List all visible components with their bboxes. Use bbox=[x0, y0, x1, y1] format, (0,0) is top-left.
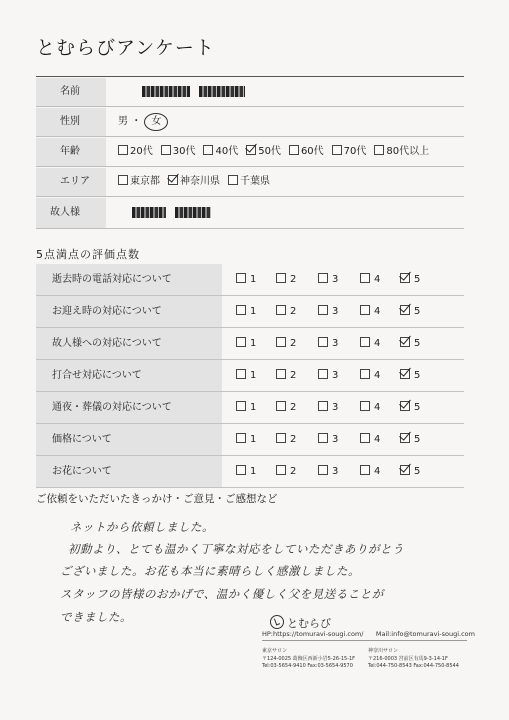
rating-option-label: 2 bbox=[290, 338, 297, 349]
area-option-label: 神奈川県 bbox=[180, 176, 220, 187]
footer-hp-link[interactable]: HP:https://tomuravi-sougi.com/ bbox=[262, 630, 364, 638]
age-label: 年齢 bbox=[36, 138, 106, 166]
kanagawa-salon-phone: Tel:044-750-8543 Fax:044-750-8544 bbox=[368, 663, 459, 669]
checkbox-icon[interactable] bbox=[236, 369, 246, 379]
rating-option[interactable] bbox=[236, 424, 256, 455]
rating-option-label: 2 bbox=[290, 370, 297, 381]
tokyo-salon-address: 〒124-0025 葛飾区西新小岩5-26-15-1F bbox=[262, 655, 356, 662]
rating-option-label: 3 bbox=[332, 306, 339, 317]
area-option[interactable] bbox=[118, 168, 160, 196]
age-option-label: 50代 bbox=[258, 146, 281, 157]
rating-label: 価格について bbox=[36, 424, 222, 455]
rating-option[interactable] bbox=[360, 264, 380, 295]
rating-option-label: 4 bbox=[374, 370, 381, 381]
rating-option[interactable] bbox=[318, 456, 338, 487]
comment-line-1: ネットから依頼しました。 bbox=[70, 520, 214, 534]
rating-option[interactable] bbox=[236, 392, 256, 423]
rating-option[interactable] bbox=[318, 264, 338, 295]
comments-question: ご依頼をいただいたきっかけ・ご意見・ご感想など bbox=[36, 493, 278, 505]
checkbox-icon[interactable] bbox=[400, 465, 410, 475]
checkbox-icon[interactable] bbox=[318, 433, 328, 443]
rating-option-label: 3 bbox=[332, 466, 339, 477]
checkbox-icon[interactable] bbox=[360, 369, 370, 379]
rating-option[interactable] bbox=[276, 328, 296, 359]
rating-label: 通夜・葬儀の対応について bbox=[36, 392, 222, 423]
deceased-redaction-1 bbox=[132, 207, 166, 218]
checkbox-icon[interactable] bbox=[400, 369, 410, 379]
checkbox-icon[interactable] bbox=[118, 175, 128, 185]
checkbox-icon[interactable] bbox=[276, 465, 286, 475]
area-option[interactable] bbox=[228, 168, 270, 196]
rating-row bbox=[36, 392, 464, 424]
checkbox-icon[interactable] bbox=[318, 337, 328, 347]
rating-option-label: 2 bbox=[290, 402, 297, 413]
checkbox-icon[interactable] bbox=[318, 465, 328, 475]
rating-option-label: 5 bbox=[414, 370, 421, 381]
gender-female-selected[interactable]: 女 bbox=[144, 113, 168, 131]
title-divider bbox=[36, 76, 464, 77]
rating-option[interactable] bbox=[318, 328, 338, 359]
logo-text: とむらび bbox=[287, 617, 331, 630]
age-option[interactable] bbox=[203, 138, 238, 166]
rating-row bbox=[36, 456, 464, 488]
ratings-section-title: 5点満点の評価点数 bbox=[36, 248, 140, 261]
gender-options bbox=[118, 108, 168, 136]
age-option-label: 70代 bbox=[343, 146, 367, 157]
gender-male[interactable]: 男 bbox=[118, 116, 128, 127]
rating-option-label: 1 bbox=[250, 306, 257, 317]
age-option-label: 30代 bbox=[172, 146, 196, 157]
rating-option-label: 1 bbox=[250, 370, 257, 381]
checkbox-icon[interactable] bbox=[236, 465, 246, 475]
rating-option[interactable] bbox=[318, 360, 338, 391]
gender-label: 性別 bbox=[36, 108, 106, 136]
rating-option[interactable] bbox=[236, 456, 256, 487]
rating-option-label: 1 bbox=[250, 434, 257, 445]
rating-label: 逝去時の電話対応について bbox=[36, 264, 222, 295]
rating-option[interactable] bbox=[360, 328, 380, 359]
rating-option-label: 3 bbox=[332, 402, 339, 413]
rating-option-label: 5 bbox=[414, 306, 421, 317]
checkbox-icon[interactable] bbox=[400, 305, 410, 315]
checkbox-icon[interactable] bbox=[400, 433, 410, 443]
rating-row bbox=[36, 424, 464, 456]
checkbox-icon[interactable] bbox=[360, 305, 370, 315]
gender-separator: ・ bbox=[131, 116, 142, 127]
rating-option[interactable] bbox=[236, 264, 256, 295]
name-value bbox=[142, 78, 251, 106]
footer-divider bbox=[262, 640, 467, 641]
age-option-label: 40代 bbox=[215, 146, 239, 157]
rating-option[interactable] bbox=[360, 456, 380, 487]
gender-row bbox=[36, 108, 464, 137]
rating-option[interactable] bbox=[236, 360, 256, 391]
tokyo-salon-title: 東京サロン bbox=[262, 648, 288, 654]
rating-option[interactable] bbox=[400, 328, 420, 359]
rating-option-label: 4 bbox=[374, 434, 381, 445]
checkbox-icon[interactable] bbox=[236, 305, 246, 315]
rating-option[interactable] bbox=[276, 296, 296, 327]
rating-row bbox=[36, 264, 464, 296]
rating-option-label: 3 bbox=[332, 434, 339, 445]
rating-row bbox=[36, 328, 464, 360]
rating-option[interactable] bbox=[318, 296, 338, 327]
checkbox-icon[interactable] bbox=[276, 273, 286, 283]
rating-label: お迎え時の対応について bbox=[36, 296, 222, 327]
rating-option[interactable] bbox=[400, 424, 420, 455]
rating-option[interactable] bbox=[276, 456, 296, 487]
rating-option[interactable] bbox=[276, 424, 296, 455]
checkbox-icon[interactable] bbox=[318, 305, 328, 315]
comment-line-2: 初動より、とても温かく丁寧な対応をしていただきありがとう bbox=[68, 542, 404, 556]
checkbox-icon[interactable] bbox=[203, 145, 213, 155]
checkbox-icon[interactable] bbox=[400, 273, 410, 283]
deceased-redaction-2 bbox=[175, 207, 211, 218]
age-option[interactable] bbox=[118, 138, 153, 166]
age-option-label: 60代 bbox=[300, 146, 324, 157]
kanagawa-salon-info bbox=[368, 648, 459, 671]
rating-row bbox=[36, 360, 464, 392]
tokyo-salon-info bbox=[262, 648, 355, 671]
checkbox-icon[interactable] bbox=[276, 401, 286, 411]
name-redaction-2 bbox=[199, 86, 245, 97]
kanagawa-salon-title: 神奈川サロン bbox=[368, 648, 399, 654]
checkbox-icon[interactable] bbox=[118, 145, 128, 155]
deceased-row bbox=[36, 198, 464, 229]
rating-option-label: 2 bbox=[290, 306, 297, 317]
area-option-label: 千葉県 bbox=[240, 176, 270, 187]
rating-option[interactable] bbox=[276, 392, 296, 423]
checkbox-icon[interactable] bbox=[318, 273, 328, 283]
leaf-logo-icon bbox=[270, 615, 284, 629]
rating-option[interactable] bbox=[318, 392, 338, 423]
rating-option[interactable] bbox=[400, 456, 420, 487]
rating-option-label: 2 bbox=[290, 434, 297, 445]
rating-option[interactable] bbox=[276, 264, 296, 295]
rating-label: お花について bbox=[36, 456, 222, 487]
rating-option-label: 2 bbox=[290, 274, 297, 285]
rating-option[interactable] bbox=[400, 392, 420, 423]
area-option-label: 東京都 bbox=[130, 176, 160, 187]
checkbox-icon[interactable] bbox=[276, 369, 286, 379]
age-option[interactable] bbox=[161, 138, 196, 166]
rating-option-label: 5 bbox=[414, 402, 421, 413]
rating-option-label: 2 bbox=[290, 466, 297, 477]
checkbox-icon[interactable] bbox=[161, 145, 171, 155]
rating-label: 故人様への対応について bbox=[36, 328, 222, 359]
age-option-label: 80代以上 bbox=[386, 146, 430, 157]
company-logo bbox=[270, 615, 331, 631]
rating-option-label: 4 bbox=[374, 338, 381, 349]
rating-option[interactable] bbox=[318, 424, 338, 455]
age-option[interactable] bbox=[374, 138, 429, 166]
rating-option[interactable] bbox=[236, 328, 256, 359]
rating-option[interactable] bbox=[400, 264, 420, 295]
checkbox-icon[interactable] bbox=[374, 145, 384, 155]
kanagawa-salon-address: 〒216-0003 宮前区有馬9-3-14-1F bbox=[368, 655, 448, 662]
tokyo-salon-phone: Tel:03-5654-9410 Fax:03-5654-9570 bbox=[262, 663, 353, 669]
checkbox-icon[interactable] bbox=[228, 175, 238, 185]
rating-option-label: 3 bbox=[332, 274, 339, 285]
rating-option-label: 5 bbox=[414, 466, 421, 477]
checkbox-icon[interactable] bbox=[318, 369, 328, 379]
rating-option-label: 5 bbox=[414, 338, 421, 349]
rating-option-label: 5 bbox=[414, 434, 421, 445]
rating-option[interactable] bbox=[360, 360, 380, 391]
checkbox-icon[interactable] bbox=[360, 433, 370, 443]
rating-row bbox=[36, 296, 464, 328]
name-redaction-1 bbox=[142, 86, 190, 97]
rating-option-label: 4 bbox=[374, 402, 381, 413]
checkbox-icon[interactable] bbox=[360, 465, 370, 475]
checkbox-icon[interactable] bbox=[168, 175, 178, 185]
rating-option[interactable] bbox=[360, 392, 380, 423]
area-label: エリア bbox=[36, 168, 106, 196]
checkbox-icon[interactable] bbox=[289, 145, 299, 155]
page-title: とむらびアンケート bbox=[36, 37, 215, 59]
rating-option-label: 1 bbox=[250, 274, 257, 285]
comment-line-4: スタッフの皆様のおかげで、温かく優しく父を見送ることが bbox=[60, 587, 384, 601]
checkbox-icon[interactable] bbox=[236, 401, 246, 411]
checkbox-icon[interactable] bbox=[276, 433, 286, 443]
area-row bbox=[36, 168, 464, 197]
checkbox-icon[interactable] bbox=[360, 401, 370, 411]
checkbox-icon[interactable] bbox=[400, 337, 410, 347]
footer-mail-link[interactable]: Mail:info@tomuravi-sougi.com bbox=[375, 630, 475, 638]
name-row bbox=[36, 78, 464, 107]
age-option[interactable] bbox=[332, 138, 367, 166]
rating-option[interactable] bbox=[360, 296, 380, 327]
age-option-label: 20代 bbox=[130, 146, 153, 157]
rating-option[interactable] bbox=[400, 360, 420, 391]
rating-option-label: 3 bbox=[332, 338, 339, 349]
checkbox-icon[interactable] bbox=[318, 401, 328, 411]
rating-option-label: 1 bbox=[250, 338, 257, 349]
comment-line-3: ございました。お花も本当に素晴らしく感激しました。 bbox=[60, 564, 360, 578]
name-label: 名前 bbox=[36, 78, 106, 106]
comment-line-5: できました。 bbox=[60, 610, 132, 624]
checkbox-icon[interactable] bbox=[276, 305, 286, 315]
age-row bbox=[36, 138, 464, 167]
rating-option[interactable] bbox=[360, 424, 380, 455]
checkbox-icon[interactable] bbox=[360, 337, 370, 347]
rating-option-label: 1 bbox=[250, 402, 257, 413]
checkbox-icon[interactable] bbox=[236, 337, 246, 347]
rating-option[interactable] bbox=[400, 296, 420, 327]
checkbox-icon[interactable] bbox=[360, 273, 370, 283]
age-option[interactable] bbox=[246, 138, 281, 166]
deceased-label: 故人様 bbox=[36, 198, 106, 228]
checkbox-icon[interactable] bbox=[332, 145, 342, 155]
rating-label: 打合せ対応について bbox=[36, 360, 222, 391]
rating-option-label: 4 bbox=[374, 466, 381, 477]
area-option[interactable] bbox=[168, 168, 220, 196]
checkbox-icon[interactable] bbox=[236, 433, 246, 443]
checkbox-icon[interactable] bbox=[400, 401, 410, 411]
age-option[interactable] bbox=[289, 138, 324, 166]
checkbox-icon[interactable] bbox=[246, 145, 256, 155]
rating-option[interactable] bbox=[236, 296, 256, 327]
rating-option-label: 5 bbox=[414, 274, 421, 285]
rating-option-label: 1 bbox=[250, 466, 257, 477]
area-options bbox=[118, 168, 278, 196]
checkbox-icon[interactable] bbox=[276, 337, 286, 347]
rating-option-label: 3 bbox=[332, 370, 339, 381]
rating-option[interactable] bbox=[276, 360, 296, 391]
rating-option-label: 4 bbox=[374, 274, 381, 285]
checkbox-icon[interactable] bbox=[236, 273, 246, 283]
age-options bbox=[118, 138, 437, 166]
deceased-value bbox=[132, 198, 217, 228]
footer-contact bbox=[262, 630, 475, 638]
rating-option-label: 4 bbox=[374, 306, 381, 317]
